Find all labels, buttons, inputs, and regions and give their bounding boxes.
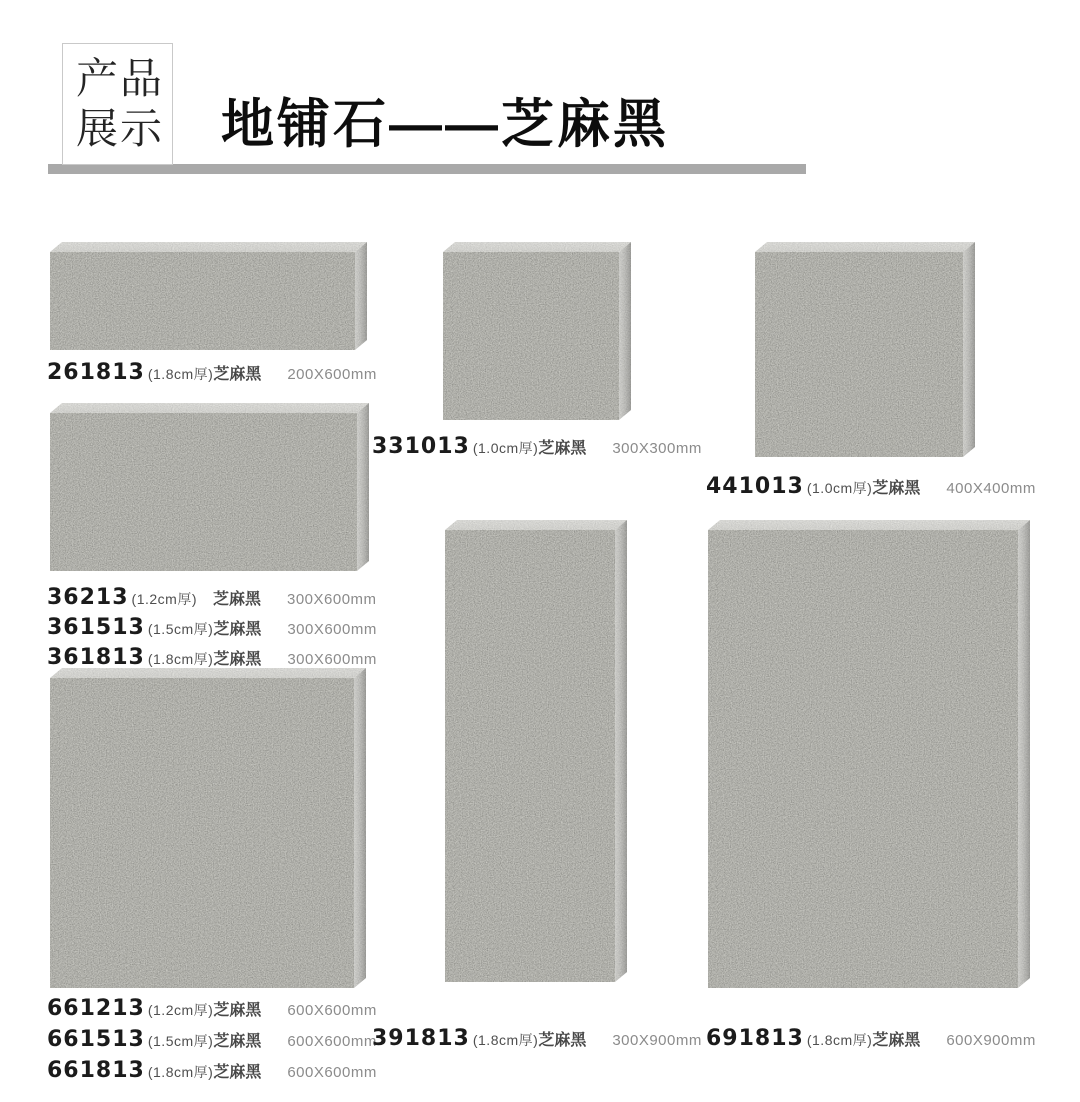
product-thickness: (1.0cm厚)	[472, 440, 539, 456]
product-thickness: (1.8cm厚)	[472, 1032, 539, 1048]
product-display-badge	[62, 43, 173, 165]
product-color-name: 芝麻黑	[213, 1064, 262, 1081]
tile-front-face	[50, 678, 354, 988]
product-thickness: (1.8cm厚)	[147, 651, 214, 667]
code-group	[47, 996, 213, 1024]
product-code: 661513	[47, 1027, 145, 1052]
tile-front-face	[708, 530, 1018, 988]
tile-200x600	[50, 242, 367, 350]
product-color-name: 芝麻黑	[213, 366, 262, 383]
tile-side-shading	[619, 242, 631, 420]
tile-side-shading	[357, 403, 369, 571]
product-label-441013	[706, 474, 1041, 502]
product-size: 200X600mm	[287, 366, 377, 383]
product-code: 36213	[47, 585, 129, 610]
tile-front-face	[445, 530, 615, 982]
tile-top-shading	[50, 403, 369, 413]
code-group	[47, 1058, 213, 1086]
product-size: 300X900mm	[612, 1032, 702, 1049]
product-color-name: 芝麻黑	[872, 1032, 921, 1049]
product-code: 361513	[47, 615, 145, 640]
tile-300x900	[445, 520, 627, 982]
code-group	[372, 434, 538, 462]
product-thickness: (1.5cm厚)	[147, 1033, 214, 1049]
product-code: 261813	[47, 360, 145, 385]
product-label-361813	[47, 645, 382, 673]
product-size: 400X400mm	[946, 480, 1036, 497]
product-size: 300X600mm	[287, 591, 377, 608]
product-code: 661813	[47, 1058, 145, 1083]
product-label-691813	[706, 1026, 1041, 1054]
product-size: 300X600mm	[287, 621, 377, 638]
badge-line2: 展示	[76, 104, 165, 152]
product-label-261813	[47, 360, 382, 388]
tile-front-face	[50, 413, 357, 571]
tile-top-shading	[445, 520, 627, 530]
product-label-36213	[47, 585, 382, 613]
product-thickness: (1.2cm厚)	[131, 591, 197, 607]
tile-front-face	[443, 252, 619, 420]
tile-top-shading	[50, 242, 367, 252]
code-group	[47, 645, 213, 673]
tile-600x600	[50, 668, 366, 988]
product-thickness: (1.5cm厚)	[147, 621, 214, 637]
product-thickness: (1.8cm厚)	[147, 1064, 214, 1080]
tile-side-shading	[615, 520, 627, 982]
badge-line1: 产品	[76, 55, 165, 102]
code-group	[47, 360, 213, 388]
product-thickness: (1.0cm厚)	[806, 480, 873, 496]
product-color-name: 芝麻黑	[538, 440, 587, 457]
tile-side-shading	[354, 668, 366, 988]
title-underline-bar	[48, 164, 806, 174]
product-code: 391813	[372, 1026, 470, 1051]
tile-300x600	[50, 403, 369, 571]
tile-front-face	[755, 252, 963, 457]
code-group	[372, 1026, 538, 1054]
product-color-name: 芝麻黑	[213, 651, 262, 668]
code-group	[47, 615, 213, 643]
tile-top-shading	[708, 520, 1030, 530]
tile-top-shading	[755, 242, 975, 252]
product-thickness: (1.8cm厚)	[147, 366, 214, 382]
product-label-661213	[47, 996, 382, 1024]
product-color-name: 芝麻黑	[213, 591, 262, 608]
code-group	[706, 474, 872, 502]
product-size: 600X600mm	[287, 1064, 377, 1081]
tile-front-face	[50, 252, 355, 350]
product-size: 600X600mm	[287, 1002, 377, 1019]
product-thickness: (1.2cm厚)	[147, 1002, 214, 1018]
tile-top-shading	[443, 242, 631, 252]
product-label-361513	[47, 615, 382, 643]
code-group	[706, 1026, 872, 1054]
product-color-name: 芝麻黑	[538, 1032, 587, 1049]
product-code: 661213	[47, 996, 145, 1021]
product-color-name: 芝麻黑	[872, 480, 921, 497]
product-color-name: 芝麻黑	[213, 1033, 262, 1050]
code-group	[47, 1027, 213, 1055]
product-size: 600X600mm	[287, 1033, 377, 1050]
product-label-661513	[47, 1027, 382, 1055]
product-thickness: (1.8cm厚)	[806, 1032, 873, 1048]
product-code: 361813	[47, 645, 145, 670]
product-code: 691813	[706, 1026, 804, 1051]
code-group	[47, 585, 213, 613]
page-title: 地铺石——芝麻黑	[221, 95, 669, 154]
product-size: 300X300mm	[612, 440, 702, 457]
product-label-331013	[372, 434, 707, 462]
tile-600x900	[708, 520, 1030, 988]
product-code: 441013	[706, 474, 804, 499]
product-size: 600X900mm	[946, 1032, 1036, 1049]
product-label-391813	[372, 1026, 707, 1054]
tile-side-shading	[355, 242, 367, 350]
product-color-name: 芝麻黑	[213, 1002, 262, 1019]
product-code: 331013	[372, 434, 470, 459]
tile-400x400	[755, 242, 975, 457]
product-size: 300X600mm	[287, 651, 377, 668]
product-label-661813	[47, 1058, 382, 1086]
tile-side-shading	[1018, 520, 1030, 988]
product-color-name: 芝麻黑	[213, 621, 262, 638]
tile-side-shading	[963, 242, 975, 457]
tile-300x300	[443, 242, 631, 420]
